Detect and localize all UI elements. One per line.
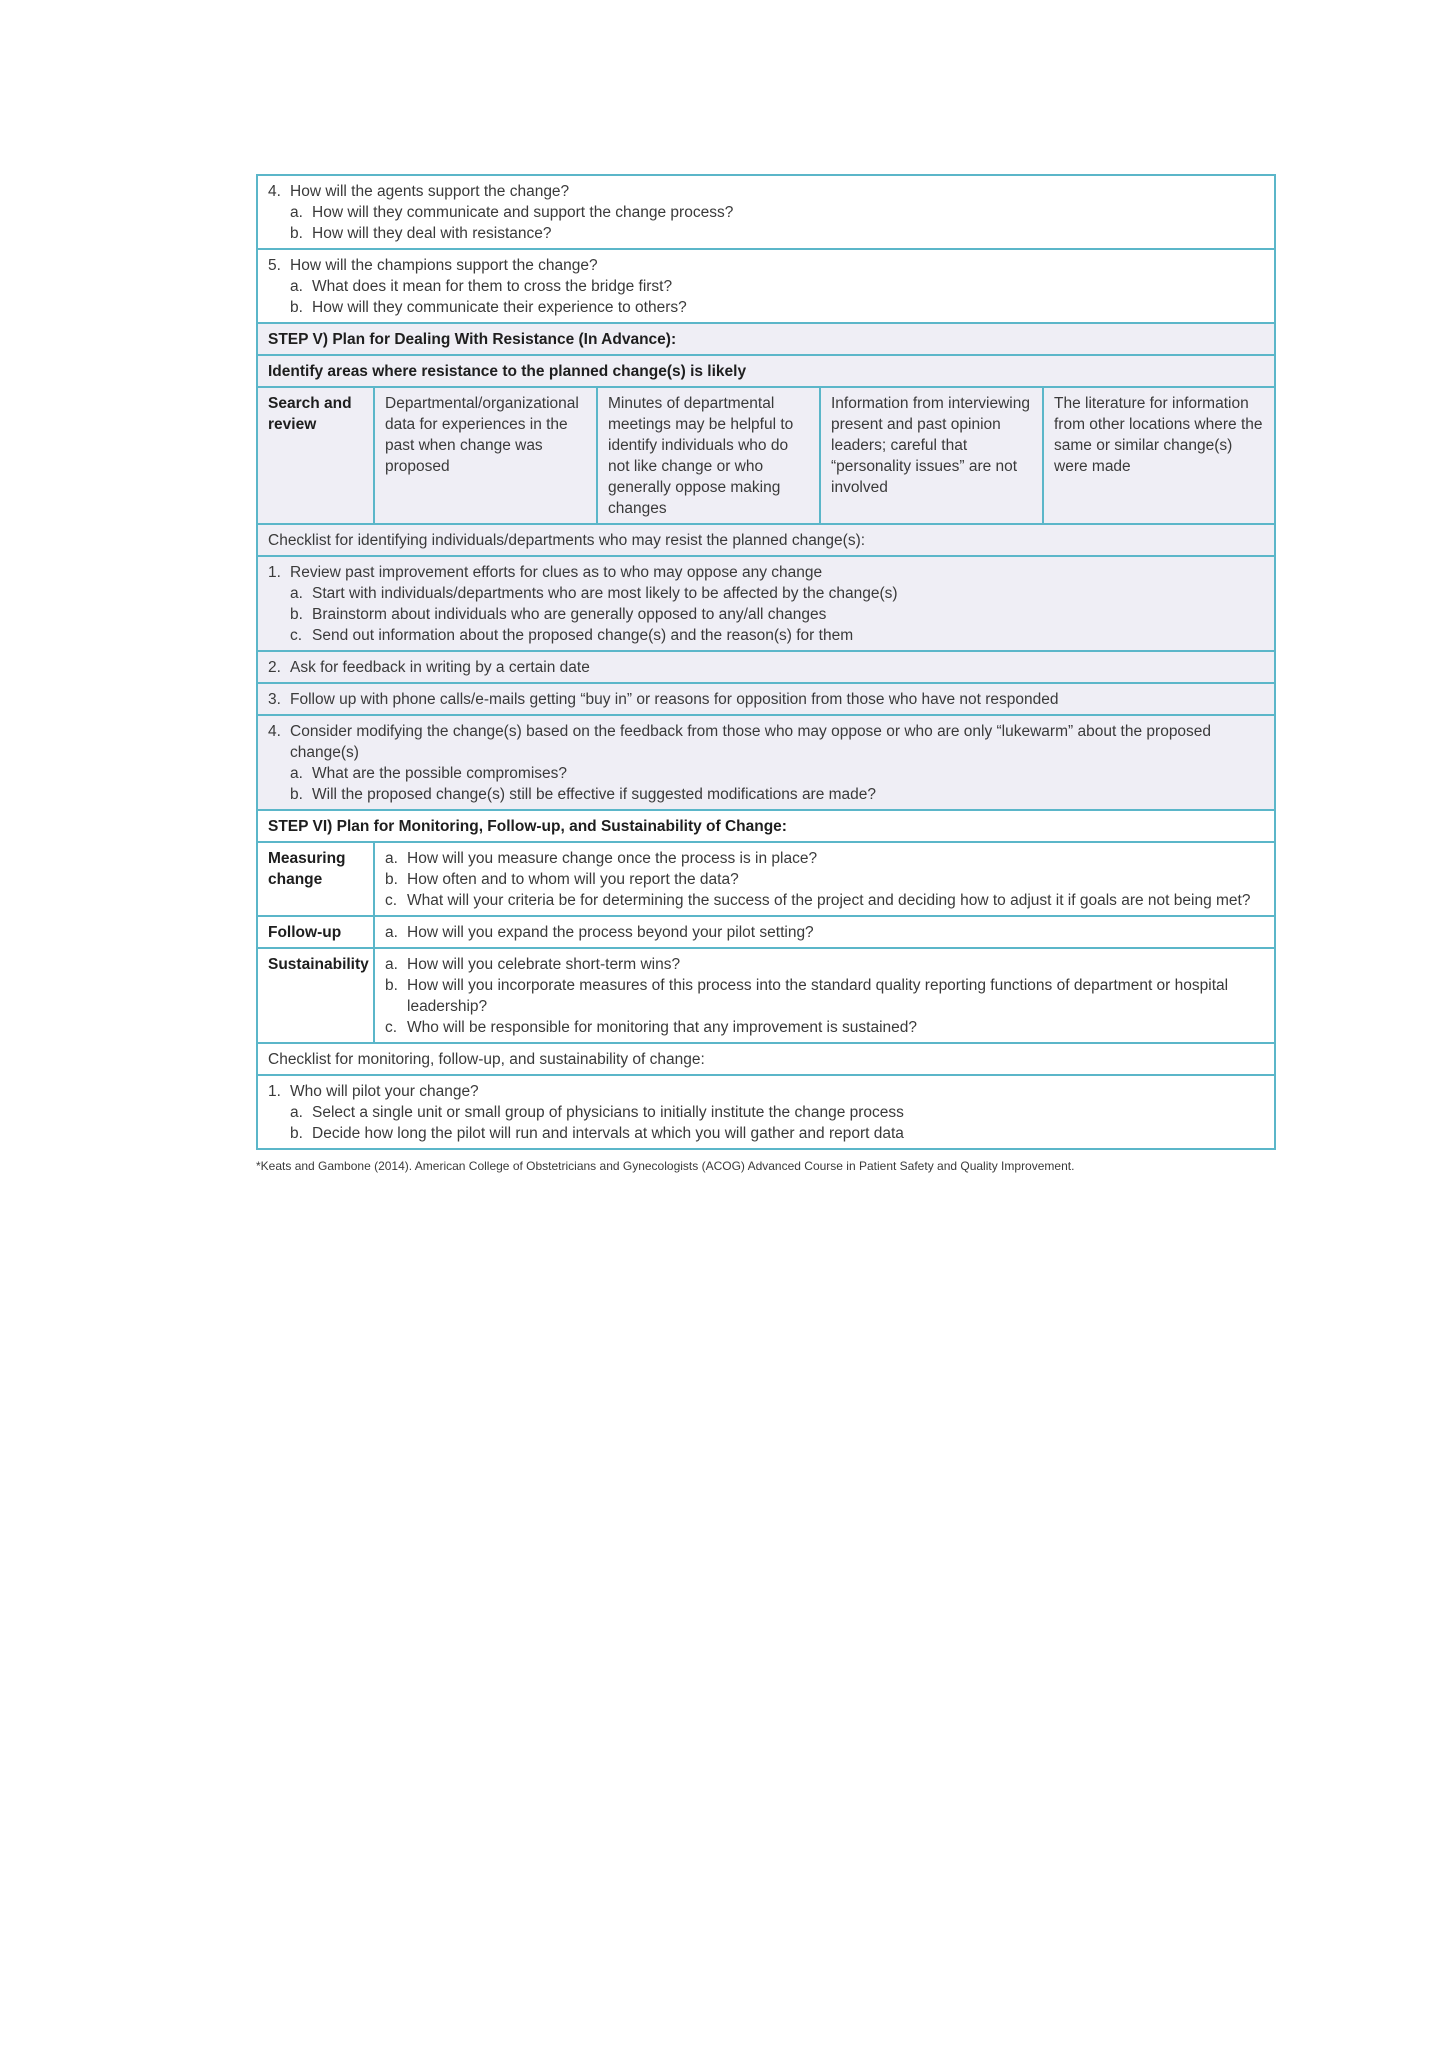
sub-item: What will your criteria be for determining the success of the project and deciding how to adjust it if goals are not being met? xyxy=(407,892,1251,909)
checklist-text: Review past improvement efforts for clues as to who may oppose any change xyxy=(290,564,823,581)
checklist-item-4-row xyxy=(257,715,1275,810)
step-5-heading-row xyxy=(257,323,1275,355)
measuring-change-label: Measuring change xyxy=(257,842,374,916)
sub-marker: b. xyxy=(290,1125,303,1142)
sub-marker: b. xyxy=(290,225,303,242)
sub-marker: a. xyxy=(290,765,303,782)
sub-item: Who will be responsible for monitoring that any improvement is sustained? xyxy=(407,1019,918,1036)
item-number: 3. xyxy=(268,691,281,708)
identify-heading: Identify areas where resistance to the planned change(s) is likely xyxy=(257,355,1275,387)
resistance-checklist-title-row xyxy=(257,524,1275,556)
sub-item: How will you expand the process beyond your pilot setting? xyxy=(407,924,814,941)
sub-marker: a. xyxy=(290,204,303,221)
sub-item: How often and to whom will you report the data? xyxy=(407,871,739,888)
step-6-heading-row xyxy=(257,810,1275,842)
monitoring-checklist-item-1-row xyxy=(257,1075,1275,1149)
sub-item: How will you incorporate measures of this process into the standard quality reporting functions of department or hospital leadership? xyxy=(407,977,1229,1015)
sub-marker: b. xyxy=(290,299,303,316)
measuring-change-row xyxy=(257,842,1275,916)
step-6-heading: STEP VI) Plan for Monitoring, Follow-up, and Sustainability of Change: xyxy=(257,810,1275,842)
item-number: 1. xyxy=(268,1083,281,1100)
sub-marker: a. xyxy=(290,1104,303,1121)
sub-marker: c. xyxy=(385,1019,398,1036)
sub-item: Decide how long the pilot will run and intervals at which you will gather and report data xyxy=(312,1125,904,1142)
sustainability-label: Sustainability xyxy=(257,948,374,1043)
change-plan-table xyxy=(256,174,1276,1150)
footnote: *Keats and Gambone (2014). American College of Obstetricians and Gynecologists (ACOG) Advanced Course in Patient Safety and Quality Improvement. xyxy=(256,1159,1075,1173)
sub-item: Send out information about the proposed change(s) and the reason(s) for them xyxy=(312,627,854,644)
sub-marker: a. xyxy=(290,585,303,602)
item-number: 4. xyxy=(268,183,281,200)
checklist-text: Who will pilot your change? xyxy=(290,1083,479,1100)
sub-marker: b. xyxy=(385,871,398,888)
checklist-item-1-row xyxy=(257,556,1275,651)
checklist-title: Checklist for monitoring, follow-up, and sustainability of change: xyxy=(257,1043,1275,1075)
sub-item: Start with individuals/departments who are most likely to be affected by the change(s) xyxy=(312,585,898,602)
question-4-row xyxy=(257,175,1275,249)
sub-marker: b. xyxy=(290,786,303,803)
sub-marker: c. xyxy=(385,892,398,909)
sub-question: How will they communicate and support the change process? xyxy=(312,204,734,221)
sub-item: What are the possible compromises? xyxy=(312,765,568,782)
step-5-heading: STEP V) Plan for Dealing With Resistance (In Advance): xyxy=(257,323,1275,355)
source-cell: The literature for information from other locations where the same or similar change(s) were made xyxy=(1043,387,1275,524)
item-number: 4. xyxy=(268,723,281,740)
checklist-item-3-row xyxy=(257,683,1275,715)
sub-item: Brainstorm about individuals who are generally opposed to any/all changes xyxy=(312,606,827,623)
follow-up-label: Follow-up xyxy=(257,916,374,948)
sub-marker: c. xyxy=(290,627,303,644)
item-number: 2. xyxy=(268,659,281,676)
checklist-text: Ask for feedback in writing by a certain date xyxy=(290,659,590,676)
search-review-row xyxy=(257,387,1275,524)
sub-question: How will they deal with resistance? xyxy=(312,225,552,242)
checklist-item-2-row xyxy=(257,651,1275,683)
sub-marker: b. xyxy=(385,977,398,994)
item-number: 1. xyxy=(268,564,281,581)
sub-marker: a. xyxy=(385,924,398,941)
question-text: How will the agents support the change? xyxy=(290,183,570,200)
follow-up-row xyxy=(257,916,1275,948)
sub-item: How will you measure change once the process is in place? xyxy=(407,850,818,867)
source-cell: Departmental/organizational data for experiences in the past when change was proposed xyxy=(374,387,597,524)
search-review-label: Search and review xyxy=(257,387,374,524)
item-number: 5. xyxy=(268,257,281,274)
sub-question: How will they communicate their experience to others? xyxy=(312,299,687,316)
checklist-title: Checklist for identifying individuals/departments who may resist the planned change(s): xyxy=(257,524,1275,556)
sub-marker: a. xyxy=(385,956,398,973)
sub-item: Select a single unit or small group of physicians to initially institute the change process xyxy=(312,1104,904,1121)
sub-marker: b. xyxy=(290,606,303,623)
document-page xyxy=(256,174,1274,1173)
sub-marker: a. xyxy=(385,850,398,867)
source-cell: Minutes of departmental meetings may be helpful to identify individuals who do not like change or who generally oppose making changes xyxy=(597,387,820,524)
question-5-row xyxy=(257,249,1275,323)
sub-item: How will you celebrate short-term wins? xyxy=(407,956,681,973)
sub-question: What does it mean for them to cross the bridge first? xyxy=(312,278,673,295)
sub-marker: a. xyxy=(290,278,303,295)
monitoring-checklist-title-row xyxy=(257,1043,1275,1075)
source-cell: Information from interviewing present and past opinion leaders; careful that “personality issues” are not involved xyxy=(820,387,1043,524)
question-text: How will the champions support the change? xyxy=(290,257,598,274)
identify-row xyxy=(257,355,1275,387)
sub-item: Will the proposed change(s) still be effective if suggested modifications are made? xyxy=(312,786,877,803)
checklist-text: Follow up with phone calls/e-mails getting “buy in” or reasons for opposition from those who have not responded xyxy=(290,691,1059,708)
checklist-text: Consider modifying the change(s) based on the feedback from those who may oppose or who are only “lukewarm” about the proposed change(s) xyxy=(290,723,1212,761)
sustainability-row xyxy=(257,948,1275,1043)
